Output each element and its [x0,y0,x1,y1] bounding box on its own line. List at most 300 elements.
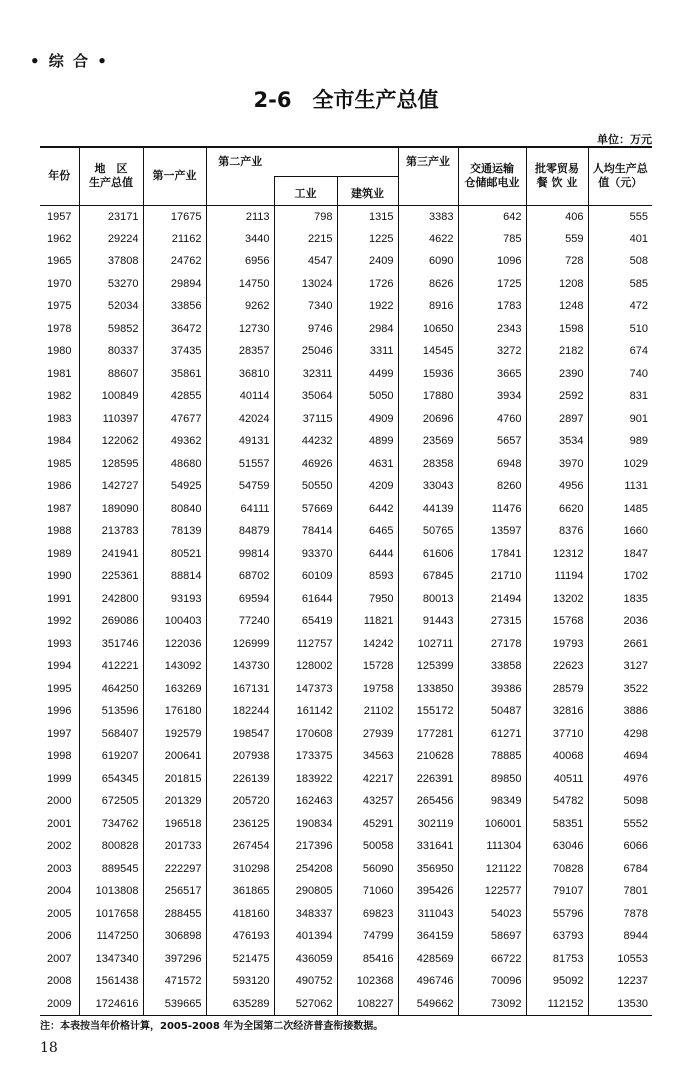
section-tag: • 综 合 • [30,52,109,70]
cell-wholesale: 22623 [526,655,588,678]
cell-gdp: 29224 [79,228,143,251]
cell-gdp: 242800 [79,588,143,611]
cell-tertiary: 10650 [398,318,458,341]
header-gdp-line2: 生产总值 [89,176,133,190]
cell-tertiary: 428569 [398,948,458,971]
cell-gdp: 23171 [79,205,143,228]
cell-wholesale: 2182 [526,340,588,363]
cell-tertiary: 155172 [398,700,458,723]
table-row [40,610,652,633]
cell-per-capita: 555 [588,205,652,228]
cell-tertiary: 311043 [398,903,458,926]
cell-secondary: 476193 [206,925,274,948]
cell-secondary: 51557 [206,453,274,476]
cell-tertiary: 23569 [398,430,458,453]
cell-secondary: 418160 [206,903,274,926]
cell-transport: 3665 [458,363,526,386]
cell-gdp: 464250 [79,678,143,701]
cell-wholesale: 19793 [526,633,588,656]
cell-primary: 201733 [143,835,206,858]
cell-tertiary: 17880 [398,385,458,408]
cell-tertiary: 28358 [398,453,458,476]
cell-year: 1982 [47,390,72,403]
cell-wholesale: 13202 [526,588,588,611]
cell-tertiary: 20696 [398,408,458,431]
cell-gdp: 128595 [79,453,143,476]
cell-primary: 397296 [143,948,206,971]
cell-per-capita: 674 [588,340,652,363]
cell-per-capita: 1131 [588,475,652,498]
cell-construction: 2409 [337,250,398,273]
cell-year: 1978 [47,322,72,335]
cell-primary: 256517 [143,880,206,903]
cell-industry: 217396 [274,835,337,858]
cell-gdp: 37808 [79,250,143,273]
footnote: 注：本表按当年价格计算，2005-2008 年为全国第二次经济普查衔接数据。 [40,1021,384,1032]
table-row [40,723,652,746]
cell-construction: 4499 [337,363,398,386]
header-tertiary: 第三产业 [398,147,458,176]
cell-primary: 24762 [143,250,206,273]
cell-secondary: 9262 [206,295,274,318]
table-row [40,385,652,408]
cell-year: 1983 [47,412,72,425]
cell-construction: 43257 [337,790,398,813]
cell-transport: 39386 [458,678,526,701]
cell-year: 2000 [47,795,72,808]
cell-transport: 8260 [458,475,526,498]
cell-industry: 93370 [274,543,337,566]
cell-year: 2005 [47,907,72,920]
cell-transport: 21710 [458,565,526,588]
cell-industry: 527062 [274,993,337,1016]
cell-transport: 642 [458,205,526,228]
cell-industry: 4547 [274,250,337,273]
cell-primary: 201329 [143,790,206,813]
cell-construction: 11821 [337,610,398,633]
cell-per-capita: 4298 [588,723,652,746]
table-row [40,498,652,521]
cell-year: 1980 [47,345,72,358]
cell-per-capita: 740 [588,363,652,386]
cell-gdp: 412221 [79,655,143,678]
cell-secondary: 77240 [206,610,274,633]
cell-industry: 490752 [274,970,337,993]
cell-gdp: 1017658 [79,903,143,926]
cell-primary: 163269 [143,678,206,701]
cell-year: 2007 [47,952,72,965]
table-row [40,475,652,498]
cell-construction: 2984 [337,318,398,341]
gdp-table [40,146,652,1016]
cell-industry: 147373 [274,678,337,701]
header-wholesale-line1: 批零贸易 [535,162,579,176]
cell-construction: 74799 [337,925,398,948]
header-spacer [274,147,337,176]
header-year: 年份 [40,147,79,205]
cell-per-capita: 472 [588,295,652,318]
cell-year: 1996 [47,705,72,718]
cell-gdp: 351746 [79,633,143,656]
cell-transport: 106001 [458,813,526,836]
cell-industry: 183922 [274,768,337,791]
table-row [40,520,652,543]
cell-construction: 108227 [337,993,398,1016]
cell-construction: 85416 [337,948,398,971]
header-wholesale-line2: 餐 饮 业 [536,176,578,190]
cell-primary: 122036 [143,633,206,656]
cell-transport: 11476 [458,498,526,521]
cell-transport: 27315 [458,610,526,633]
cell-per-capita: 1702 [588,565,652,588]
cell-construction: 6442 [337,498,398,521]
cell-year: 1999 [47,772,72,785]
cell-tertiary: 331641 [398,835,458,858]
cell-primary: 35861 [143,363,206,386]
cell-wholesale: 2897 [526,408,588,431]
cell-construction: 14242 [337,633,398,656]
cell-wholesale: 1598 [526,318,588,341]
header-transport [458,147,526,205]
cell-transport: 54023 [458,903,526,926]
cell-construction: 21102 [337,700,398,723]
cell-transport: 121122 [458,858,526,881]
cell-gdp: 619207 [79,745,143,768]
cell-gdp: 1147250 [79,925,143,948]
cell-secondary: 54759 [206,475,274,498]
cell-secondary: 207938 [206,745,274,768]
cell-construction: 3311 [337,340,398,363]
cell-wholesale: 32816 [526,700,588,723]
cell-secondary: 267454 [206,835,274,858]
cell-secondary: 3440 [206,228,274,251]
cell-industry: 7340 [274,295,337,318]
cell-year: 1995 [47,682,72,695]
cell-year: 1984 [47,435,72,448]
cell-industry: 44232 [274,430,337,453]
cell-per-capita: 3522 [588,678,652,701]
cell-industry: 65419 [274,610,337,633]
cell-transport: 73092 [458,993,526,1016]
cell-tertiary: 265456 [398,790,458,813]
cell-wholesale: 8376 [526,520,588,543]
table-row [40,318,652,341]
cell-wholesale: 406 [526,205,588,228]
table-row [40,588,652,611]
cell-year: 2006 [47,930,72,943]
cell-tertiary: 226391 [398,768,458,791]
cell-secondary: 2113 [206,205,274,228]
cell-transport: 78885 [458,745,526,768]
cell-secondary: 84879 [206,520,274,543]
cell-industry: 162463 [274,790,337,813]
cell-primary: 192579 [143,723,206,746]
cell-per-capita: 7801 [588,880,652,903]
table-row [40,993,652,1016]
cell-gdp: 122062 [79,430,143,453]
cell-construction: 45291 [337,813,398,836]
cell-wholesale: 2390 [526,363,588,386]
cell-secondary: 36810 [206,363,274,386]
table-row [40,745,652,768]
cell-secondary: 6956 [206,250,274,273]
cell-transport: 50487 [458,700,526,723]
cell-transport: 27178 [458,633,526,656]
cell-transport: 2343 [458,318,526,341]
cell-gdp: 59852 [79,318,143,341]
cell-per-capita: 3127 [588,655,652,678]
table-row [40,655,652,678]
cell-wholesale: 54782 [526,790,588,813]
table-row [40,925,652,948]
table-row [40,768,652,791]
cell-transport: 70096 [458,970,526,993]
cell-industry: 2215 [274,228,337,251]
cell-transport: 111304 [458,835,526,858]
cell-per-capita: 10553 [588,948,652,971]
cell-construction: 34563 [337,745,398,768]
cell-construction: 69823 [337,903,398,926]
cell-per-capita: 585 [588,273,652,296]
page-number: 18 [40,1040,58,1056]
cell-industry: 190834 [274,813,337,836]
table-row [40,228,652,251]
cell-year: 2003 [47,862,72,875]
cell-secondary: 126999 [206,633,274,656]
cell-secondary: 226139 [206,768,274,791]
cell-tertiary: 549662 [398,993,458,1016]
table-row [40,903,652,926]
cell-industry: 173375 [274,745,337,768]
cell-wholesale: 70828 [526,858,588,881]
cell-construction: 6465 [337,520,398,543]
cell-tertiary: 15936 [398,363,458,386]
cell-transport: 58697 [458,925,526,948]
cell-construction: 102368 [337,970,398,993]
cell-secondary: 28357 [206,340,274,363]
cell-industry: 798 [274,205,337,228]
cell-secondary: 167131 [206,678,274,701]
cell-transport: 66722 [458,948,526,971]
table-row [40,363,652,386]
cell-industry: 290805 [274,880,337,903]
cell-transport: 4760 [458,408,526,431]
cell-secondary: 310298 [206,858,274,881]
cell-tertiary: 50765 [398,520,458,543]
table-row [40,790,652,813]
cell-industry: 13024 [274,273,337,296]
cell-construction: 56090 [337,858,398,881]
cell-per-capita: 2036 [588,610,652,633]
cell-industry: 50550 [274,475,337,498]
cell-secondary: 12730 [206,318,274,341]
cell-secondary: 64111 [206,498,274,521]
cell-tertiary: 6090 [398,250,458,273]
cell-wholesale: 1248 [526,295,588,318]
cell-tertiary: 364159 [398,925,458,948]
cell-primary: 200641 [143,745,206,768]
cell-transport: 21494 [458,588,526,611]
cell-wholesale: 3970 [526,453,588,476]
cell-per-capita: 1485 [588,498,652,521]
cell-gdp: 1724616 [79,993,143,1016]
cell-tertiary: 356950 [398,858,458,881]
cell-primary: 539665 [143,993,206,1016]
cell-primary: 37435 [143,340,206,363]
cell-industry: 61644 [274,588,337,611]
cell-tertiary: 8916 [398,295,458,318]
cell-per-capita: 3886 [588,700,652,723]
cell-per-capita: 901 [588,408,652,431]
cell-industry: 161142 [274,700,337,723]
cell-gdp: 225361 [79,565,143,588]
cell-tertiary: 210628 [398,745,458,768]
cell-industry: 128002 [274,655,337,678]
header-per-capita-line2: 值（元） [598,176,643,190]
cell-per-capita: 6066 [588,835,652,858]
header-transport-line1: 交通运输 [470,162,514,176]
cell-gdp: 189090 [79,498,143,521]
cell-primary: 196518 [143,813,206,836]
cell-transport: 785 [458,228,526,251]
cell-construction: 4899 [337,430,398,453]
cell-transport: 5657 [458,430,526,453]
cell-industry: 78414 [274,520,337,543]
cell-wholesale: 81753 [526,948,588,971]
cell-year: 1987 [47,502,72,515]
cell-per-capita: 5098 [588,790,652,813]
cell-construction: 19758 [337,678,398,701]
cell-primary: 78139 [143,520,206,543]
cell-primary: 222297 [143,858,206,881]
cell-gdp: 889545 [79,858,143,881]
cell-construction: 42217 [337,768,398,791]
cell-industry: 436059 [274,948,337,971]
cell-industry: 32311 [274,363,337,386]
header-per-capita-line1: 人均生产总 [592,162,648,176]
cell-construction: 15728 [337,655,398,678]
cell-secondary: 236125 [206,813,274,836]
table-row [40,430,652,453]
cell-wholesale: 58351 [526,813,588,836]
table-row [40,700,652,723]
cell-gdp: 213783 [79,520,143,543]
cell-construction: 27939 [337,723,398,746]
cell-gdp: 52034 [79,295,143,318]
header-industry: 工业 [274,176,337,205]
cell-per-capita: 2661 [588,633,652,656]
cell-construction: 6444 [337,543,398,566]
cell-gdp: 142727 [79,475,143,498]
cell-transport: 17841 [458,543,526,566]
cell-construction: 5050 [337,385,398,408]
cell-wholesale: 63793 [526,925,588,948]
cell-construction: 4209 [337,475,398,498]
cell-per-capita: 1029 [588,453,652,476]
cell-primary: 288455 [143,903,206,926]
table-row [40,880,652,903]
header-wholesale [526,147,588,205]
table-row [40,970,652,993]
table-header [40,147,652,205]
cell-gdp: 1561438 [79,970,143,993]
cell-gdp: 269086 [79,610,143,633]
cell-wholesale: 12312 [526,543,588,566]
cell-construction: 4909 [337,408,398,431]
cell-year: 1991 [47,592,72,605]
cell-tertiary: 496746 [398,970,458,993]
table-row [40,295,652,318]
cell-secondary: 635289 [206,993,274,1016]
cell-transport: 33858 [458,655,526,678]
cell-gdp: 568407 [79,723,143,746]
cell-year: 1994 [47,660,72,673]
cell-primary: 17675 [143,205,206,228]
table-row [40,948,652,971]
cell-per-capita: 1835 [588,588,652,611]
cell-per-capita: 4976 [588,768,652,791]
cell-per-capita: 508 [588,250,652,273]
cell-construction: 1225 [337,228,398,251]
cell-tertiary: 395426 [398,880,458,903]
cell-primary: 471572 [143,970,206,993]
cell-year: 1992 [47,615,72,628]
cell-tertiary: 125399 [398,655,458,678]
page-title: 2-6 全市生产总值 [253,88,439,112]
cell-industry: 348337 [274,903,337,926]
cell-per-capita: 7878 [588,903,652,926]
cell-construction: 8593 [337,565,398,588]
header-per-capita [588,147,652,205]
header-gdp-line1: 地 区 [94,162,128,176]
header-transport-line2: 仓储邮电业 [464,176,520,190]
cell-gdp: 53270 [79,273,143,296]
cell-tertiary: 102711 [398,633,458,656]
cell-industry: 46926 [274,453,337,476]
cell-per-capita: 1847 [588,543,652,566]
cell-gdp: 110397 [79,408,143,431]
cell-primary: 54925 [143,475,206,498]
cell-per-capita: 1660 [588,520,652,543]
cell-industry: 112757 [274,633,337,656]
cell-year: 1989 [47,547,72,560]
cell-transport: 122577 [458,880,526,903]
cell-industry: 35064 [274,385,337,408]
cell-tertiary: 61606 [398,543,458,566]
cell-tertiary: 67845 [398,565,458,588]
cell-construction: 4631 [337,453,398,476]
cell-wholesale: 40068 [526,745,588,768]
cell-tertiary: 33043 [398,475,458,498]
cell-industry: 170608 [274,723,337,746]
cell-per-capita: 4694 [588,745,652,768]
cell-secondary: 143730 [206,655,274,678]
cell-tertiary: 14545 [398,340,458,363]
cell-gdp: 734762 [79,813,143,836]
unit-label: 单位：万元 [597,133,652,146]
cell-industry: 57669 [274,498,337,521]
cell-transport: 3272 [458,340,526,363]
cell-primary: 49362 [143,430,206,453]
cell-tertiary: 44139 [398,498,458,521]
table-row [40,633,652,656]
cell-primary: 36472 [143,318,206,341]
cell-gdp: 654345 [79,768,143,791]
cell-secondary: 14750 [206,273,274,296]
cell-per-capita: 8944 [588,925,652,948]
cell-industry: 25046 [274,340,337,363]
cell-year: 1988 [47,525,72,538]
